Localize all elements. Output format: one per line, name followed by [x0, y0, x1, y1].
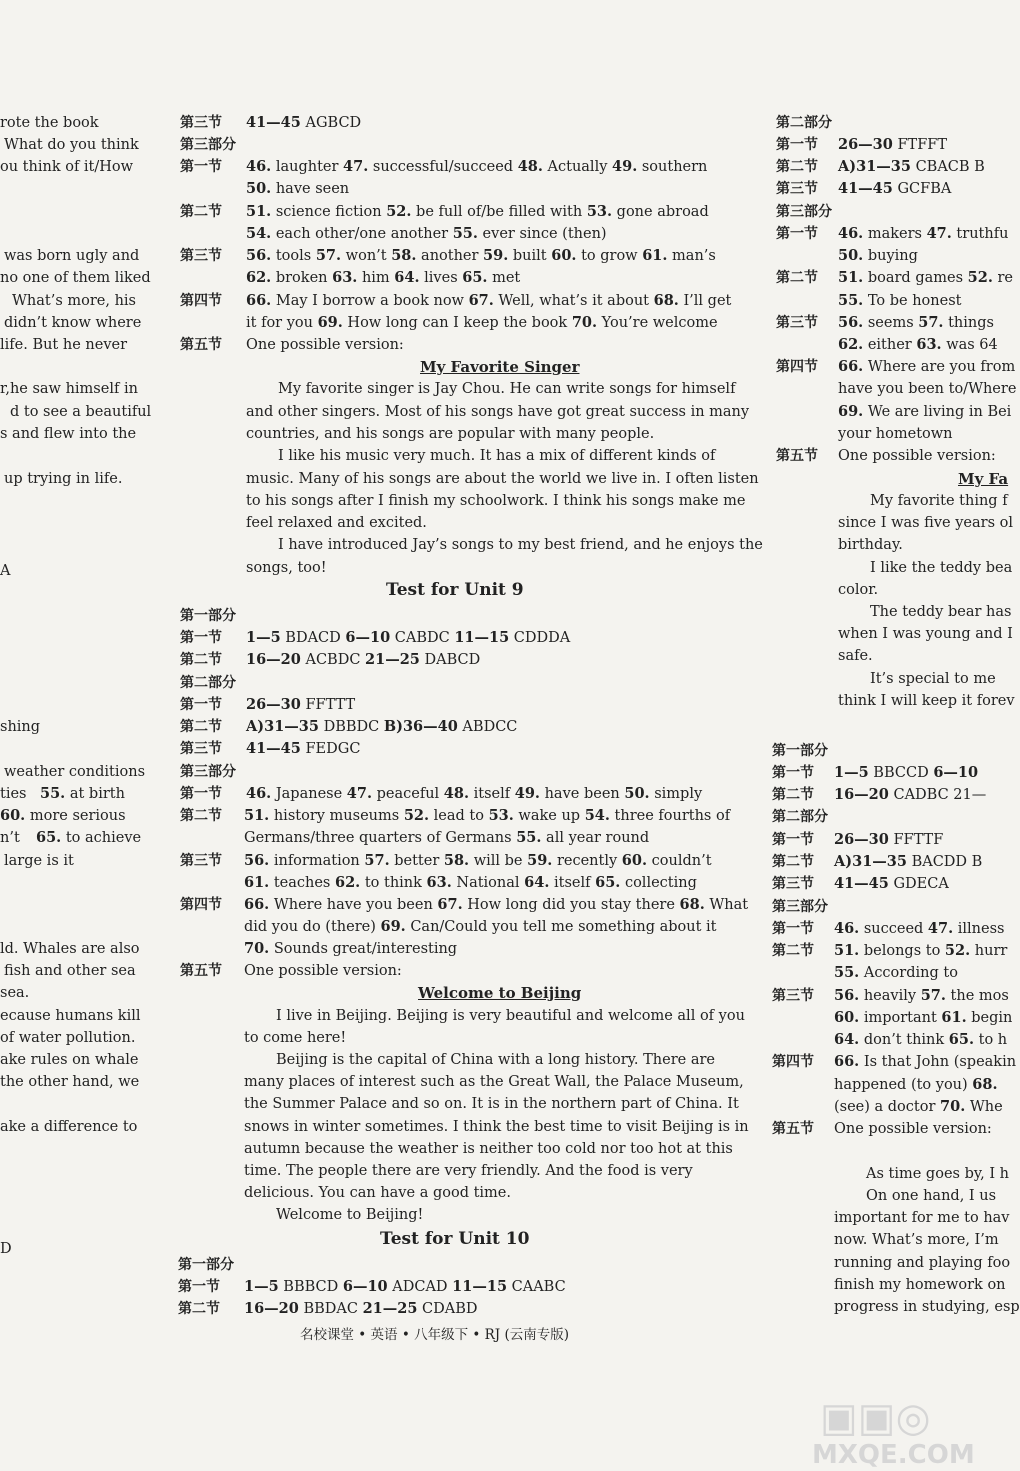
middle-text-line: One possible version:	[246, 337, 404, 353]
section-label: 第三部分	[180, 764, 236, 780]
right-text-line: My favorite thing f	[870, 493, 1008, 509]
right-text-line: 41—45 GCFBA	[838, 180, 952, 197]
section-label: 第二节	[776, 270, 818, 286]
middle-text-line: 70. Sounds great/interesting	[244, 940, 458, 957]
middle-text-line: to his songs after I finish my schoolwork. I think his songs make me	[246, 493, 746, 509]
section-label: 第四节	[180, 293, 222, 309]
middle-text-line: delicious. You can have a good time.	[244, 1185, 511, 1201]
left_fragments-text-line: ties	[0, 786, 27, 802]
section-label: 第五节	[180, 963, 222, 979]
middle-text-line: 51. history museums 52. lead to 53. wake up 54. three fourths of	[244, 807, 731, 824]
section-label: 第一节	[178, 1279, 220, 1295]
left_fragments-text-line: rote the book	[0, 115, 99, 131]
section-label: 第二部分	[772, 809, 828, 825]
left_fragments-text-line: sea.	[0, 985, 30, 1001]
section-label: 第一节	[772, 832, 814, 848]
right-text-line: 69. We are living in Bei	[838, 403, 1012, 420]
section-label: 第一部分	[178, 1257, 234, 1273]
left_fragments-text-line: 60. more serious	[0, 807, 126, 824]
section-label: 第三部分	[772, 899, 828, 915]
section-label: 第三部分	[180, 137, 236, 153]
section-label: 第二节	[178, 1301, 220, 1317]
section-label: 第二节	[180, 204, 222, 220]
middle-text-line: Germans/three quarters of Germans 55. all year round	[244, 829, 650, 846]
right-text-line: 51. board games 52. re	[838, 269, 1013, 286]
section-label: 第二节	[772, 787, 814, 803]
right-text-line: birthday.	[838, 537, 903, 553]
unit-heading: Test for Unit 9	[386, 580, 524, 600]
right-text-line: safe.	[838, 648, 873, 664]
right-text-line: finish my homework on	[834, 1277, 1006, 1293]
section-label: 第一节	[776, 137, 818, 153]
section-label: 第三节	[180, 853, 222, 869]
middle-text-line: to come here!	[244, 1030, 347, 1046]
left_fragments-text-line: the other hand, we	[0, 1074, 140, 1090]
right-text-line: As time goes by, I h	[866, 1166, 1010, 1182]
right-text-line: On one hand, I us	[866, 1188, 997, 1204]
right-text-line: 26—30 FTFFT	[838, 136, 947, 153]
left_fragments-text-line: D	[0, 1241, 12, 1257]
page-footer: 名校课堂 • 英语 • 八年级下 • RJ (云南专版)	[300, 1327, 570, 1343]
left_fragments-text-line: ake rules on whale	[0, 1052, 139, 1068]
middle-text-line: 46. laughter 47. successful/succeed 48. Actually 49. southern	[246, 158, 708, 175]
section-label: 第二部分	[180, 675, 236, 691]
section-label: 第三节	[180, 248, 222, 264]
middle-text-line: and other singers. Most of his songs have got great success in many	[246, 404, 750, 420]
section-label: 第四节	[180, 897, 222, 913]
section-label: 第五节	[180, 337, 222, 353]
right-text-line: when I was young and I	[838, 626, 1013, 642]
middle-text-line: 62. broken 63. him 64. lives 65. met	[246, 269, 521, 286]
section-label: 第三节	[776, 315, 818, 331]
watermark-site: MXQE.COM	[812, 1440, 975, 1470]
middle-text-line: Welcome to Beijing!	[276, 1207, 424, 1223]
right-text-line: have you been to/Where	[838, 381, 1017, 397]
left_fragments-text-line: n’t	[0, 830, 20, 846]
right-text-line: It’s special to me	[870, 671, 996, 687]
right-text-line: 16—20 CADBC 21—	[834, 786, 987, 803]
middle-text-line: 61. teaches 62. to think 63. National 64. itself 65. collecting	[244, 874, 697, 891]
section-label: 第一节	[180, 697, 222, 713]
right-text-line: 41—45 GDECA	[834, 875, 949, 892]
section-label: 第三节	[772, 988, 814, 1004]
section-label: 第三节	[776, 181, 818, 197]
right-text-line: your hometown	[838, 426, 953, 442]
middle-text-line: autumn because the weather is neither too cold nor too hot at this	[244, 1141, 733, 1157]
right-text-line: 66. Where are you from	[838, 358, 1016, 375]
section-label: 第一节	[772, 765, 814, 781]
right-text-line: 55. To be honest	[838, 292, 962, 309]
section-label: 第二节	[776, 159, 818, 175]
middle-text-line: 54. each other/one another 55. ever since (then)	[246, 225, 607, 242]
right-text-line: 62. either 63. was 64	[838, 336, 998, 353]
right-text-line: 51. belongs to 52. hurr	[834, 942, 1008, 959]
left_fragments-text-line: weather conditions	[4, 764, 146, 780]
right-text-line: 64. don’t think 65. to h	[834, 1031, 1008, 1048]
section-label: 第五节	[776, 448, 818, 464]
right-text-line: color.	[838, 582, 879, 598]
section-label: 第二节	[772, 943, 814, 959]
section-label: 第二节	[180, 719, 222, 735]
unit-heading: Test for Unit 10	[380, 1229, 530, 1249]
left_fragments-text-line: fish and other sea	[4, 963, 136, 979]
section-label: 第四节	[772, 1054, 814, 1070]
right-text-line: happened (to you) 68.	[834, 1076, 998, 1093]
section-label: 第一部分	[180, 608, 236, 624]
right-text-line: since I was five years ol	[838, 515, 1013, 531]
middle-text-line: feel relaxed and excited.	[246, 515, 427, 531]
middle-text-line: 16—20 ACBDC 21—25 DABCD	[246, 651, 481, 668]
section-label: 第四节	[776, 359, 818, 375]
middle-text-line: I like his music very much. It has a mix of different kinds of	[278, 448, 716, 464]
watermark-logo: ▣▣◎	[820, 1395, 931, 1441]
middle-text-line: 51. science fiction 52. be full of/be filled with 53. gone abroad	[246, 203, 709, 220]
section-label: 第二节	[180, 808, 222, 824]
left_fragments-text-line: What’s more, his	[12, 293, 137, 309]
section-label: 第三节	[180, 741, 222, 757]
left_fragments-text-line: life. But he never	[0, 337, 128, 353]
left_fragments-text-line: d to see a beautiful	[10, 404, 152, 420]
left_fragments-text-line: up trying in life.	[4, 471, 123, 487]
section-label: 第一节	[776, 226, 818, 242]
section-label: 第一节	[180, 159, 222, 175]
right-text-line: A)31—35 CBACB B	[838, 158, 985, 175]
section-label: 第三部分	[776, 204, 832, 220]
left_fragments-text-line: shing	[0, 719, 41, 735]
right-text-line: now. What’s more, I’m	[834, 1232, 999, 1248]
left_fragments-text-line: no one of them liked	[0, 270, 151, 286]
section-label: 第二部分	[776, 115, 832, 131]
right-text-line: (see) a doctor 70. Whe	[834, 1098, 1003, 1115]
section-label: 第三节	[772, 876, 814, 892]
essay-title: My Fa	[958, 470, 1009, 488]
right-text-line: One possible version:	[838, 448, 996, 464]
middle-text-line: 16—20 BBDAC 21—25 CDABD	[244, 1300, 478, 1317]
left_fragments-text-line: 65. to achieve	[36, 829, 142, 846]
right-text-line: 26—30 FFTTF	[834, 831, 944, 848]
middle-text-line: I have introduced Jay’s songs to my best friend, and he enjoys the	[278, 537, 763, 553]
right-text-line: 46. succeed 47. illness	[834, 920, 1005, 937]
right-text-line: 50. buying	[838, 247, 918, 264]
section-label: 第一节	[180, 630, 222, 646]
right-text-line: One possible version:	[834, 1121, 992, 1137]
right-text-line: 55. According to	[834, 964, 958, 981]
section-label: 第二节	[180, 652, 222, 668]
middle-text-line: many places of interest such as the Great Wall, the Palace Museum,	[244, 1074, 744, 1090]
middle-text-line: Beijing is the capital of China with a long history. There are	[276, 1052, 715, 1068]
middle-text-line: time. The people there are very friendly. And the food is very	[244, 1163, 693, 1179]
right-text-line: 66. Is that John (speakin	[834, 1053, 1017, 1070]
middle-text-line: did you do (there) 69. Can/Could you tell me something about it	[244, 918, 717, 935]
right-text-line: I like the teddy bea	[870, 560, 1013, 576]
left_fragments-text-line: ecause humans kill	[0, 1008, 141, 1024]
section-label: 第三节	[180, 115, 222, 131]
right-text-line: 60. important 61. begin	[834, 1009, 1013, 1026]
middle-text-line: 50. have seen	[246, 180, 350, 197]
left_fragments-text-line: A	[0, 563, 11, 579]
middle-text-line: A)31—35 DBBDC B)36—40 ABDCC	[246, 718, 518, 735]
middle-text-line: the Summer Palace and so on. It is in the northern part of China. It	[244, 1096, 739, 1112]
middle-text-line: 1—5 BBBCD 6—10 ADCAD 11—15 CAABC	[244, 1278, 566, 1295]
middle-text-line: 66. Where have you been 67. How long did you stay there 68. What	[244, 896, 749, 913]
section-label: 第一节	[772, 921, 814, 937]
left_fragments-text-line: What do you think	[4, 137, 139, 153]
right-text-line: 56. heavily 57. the mos	[834, 987, 1009, 1004]
left_fragments-text-line: ake a difference to	[0, 1119, 138, 1135]
right-text-line: running and playing foo	[834, 1255, 1011, 1271]
left_fragments-text-line: of water pollution.	[0, 1030, 136, 1046]
right-text-line: 1—5 BBCCD 6—10	[834, 764, 979, 781]
left_fragments-text-line: ld. Whales are also	[0, 941, 140, 957]
middle-text-line: 1—5 BDACD 6—10 CABDC 11—15 CDDDA	[246, 629, 571, 646]
left_fragments-text-line: r,he saw himself in	[0, 381, 138, 397]
section-label: 第一部分	[772, 743, 828, 759]
middle-text-line: I live in Beijing. Beijing is very beautiful and welcome all of you	[276, 1008, 745, 1024]
right-text-line: progress in studying, esp	[834, 1299, 1020, 1315]
left_fragments-text-line: was born ugly and	[4, 248, 140, 264]
middle-text-line: 56. tools 57. won’t 58. another 59. built 60. to grow 61. man’s	[246, 247, 716, 264]
middle-text-line: 46. Japanese 47. peaceful 48. itself 49. have been 50. simply	[246, 785, 703, 802]
middle-text-line: it for you 69. How long can I keep the book 70. You’re welcome	[246, 314, 718, 331]
section-label: 第五节	[772, 1121, 814, 1137]
right-text-line: A)31—35 BACDD B	[834, 853, 983, 870]
middle-text-line: snows in winter sometimes. I think the best time to visit Beijing is in	[244, 1119, 749, 1135]
right-text-line: The teddy bear has	[870, 604, 1012, 620]
middle-text-line: 41—45 AGBCD	[246, 114, 362, 131]
essay-title: Welcome to Beijing	[418, 984, 582, 1002]
middle-text-line: countries, and his songs are popular with many people.	[246, 426, 655, 442]
middle-text-line: My favorite singer is Jay Chou. He can write songs for himself	[278, 381, 736, 397]
section-label: 第一节	[180, 786, 222, 802]
right-text-line: 56. seems 57. things	[838, 314, 994, 331]
essay-title: My Favorite Singer	[420, 358, 580, 376]
left_fragments-text-line: s and flew into the	[0, 426, 137, 442]
middle-text-line: 41—45 FEDGC	[246, 740, 361, 757]
right-text-line: important for me to hav	[834, 1210, 1010, 1226]
section-label: 第二节	[772, 854, 814, 870]
left_fragments-text-line: large is it	[4, 853, 74, 869]
middle-text-line: 56. information 57. better 58. will be 59. recently 60. couldn’t	[244, 852, 712, 869]
left_fragments-text-line: 55. at birth	[40, 785, 125, 802]
middle-text-line: 66. May I borrow a book now 67. Well, what’s it about 68. I’ll get	[246, 292, 732, 309]
middle-text-line: 26—30 FFTTT	[246, 696, 356, 713]
right-text-line: think I will keep it forev	[838, 693, 1015, 709]
middle-text-line: songs, too!	[246, 560, 327, 576]
left_fragments-text-line: didn’t know where	[4, 315, 142, 331]
middle-text-line: music. Many of his songs are about the world we live in. I often listen	[246, 471, 759, 487]
left_fragments-text-line: ou think of it/How	[0, 159, 134, 175]
middle-text-line: One possible version:	[244, 963, 402, 979]
right-text-line: 46. makers 47. truthfu	[838, 225, 1009, 242]
